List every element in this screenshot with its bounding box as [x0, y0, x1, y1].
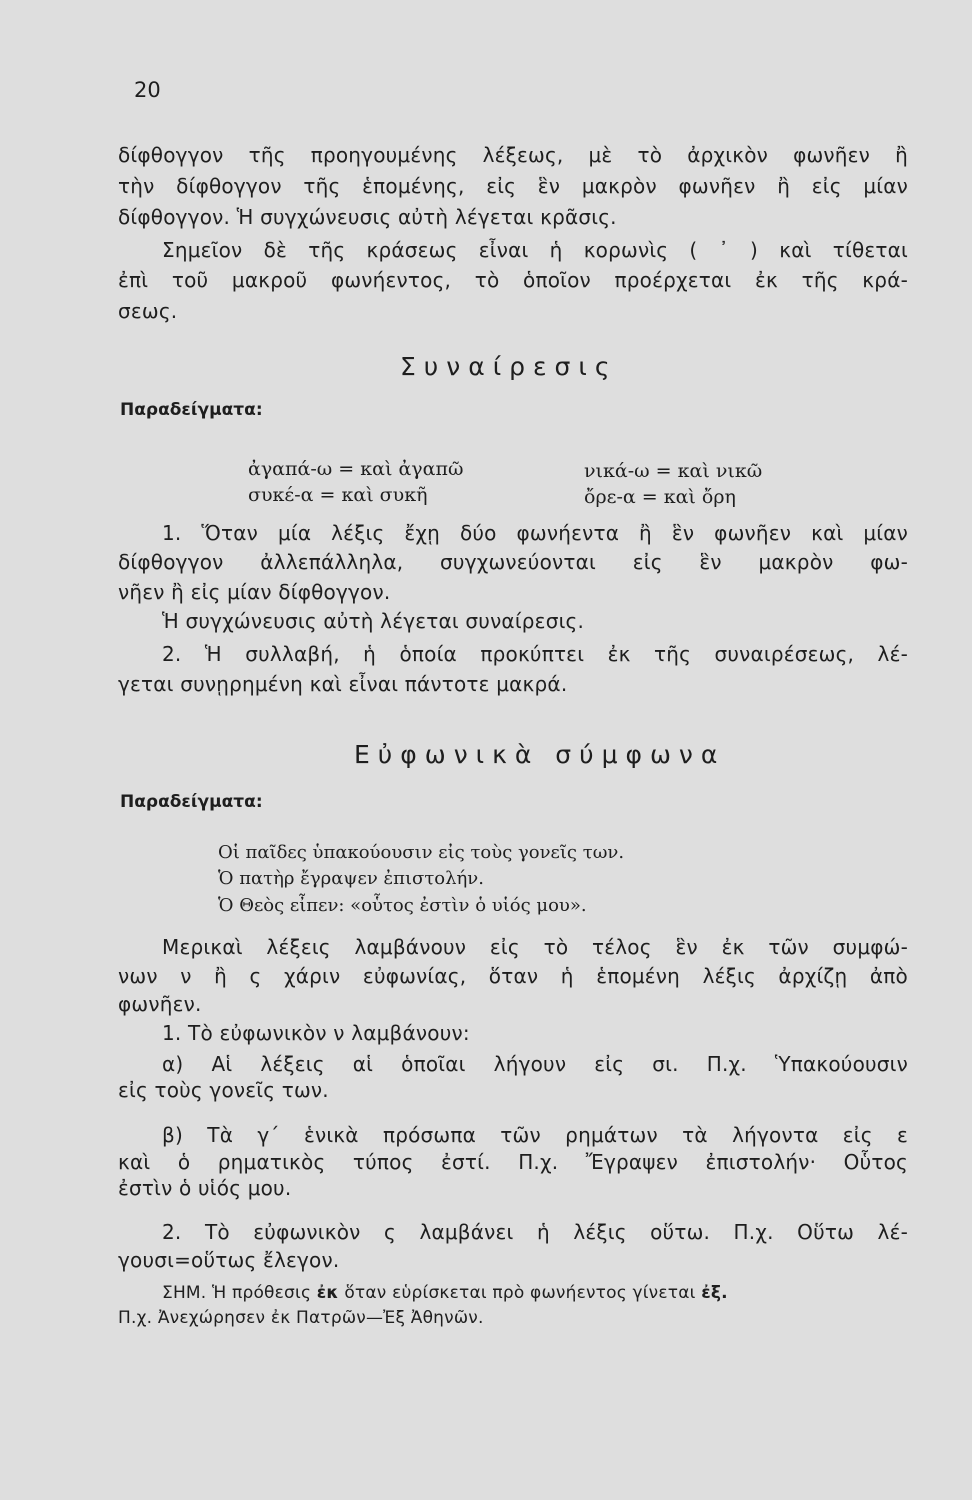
- note-bold-word: ἐκ: [316, 1283, 339, 1303]
- text-line: τὴν δίφθογγον τῆς ἑπομένης, εἰς ἓν μακρὸν φωνῆεν ἢ εἰς μίαν: [118, 174, 908, 198]
- text-line: β) Τὰ γ΄ ἑνικὰ πρόσωπα τῶν ρημάτων τὰ λήγοντα εἰς ε: [162, 1123, 908, 1147]
- text-line: Μερικαὶ λέξεις λαμβάνουν εἰς τὸ τέλος ἓν ἐκ τῶν συμφώ-: [162, 935, 908, 959]
- text-line: νῆεν ἢ εἰς μίαν δίφθογγον.: [118, 580, 391, 604]
- note-label: ΣΗΜ.: [162, 1283, 207, 1303]
- example-line: νικά-ω = καὶ νικῶ: [584, 460, 763, 482]
- text-line: 1. Τὸ εὐφωνικὸν ν λαμβάνουν:: [162, 1021, 470, 1045]
- text-line: ἐστὶν ὁ υἱός μου.: [118, 1176, 292, 1200]
- section-heading-synairesis: Συναίρεσις: [400, 352, 618, 381]
- example-line: Ὁ πατὴρ ἔγραψεν ἐπιστολήν.: [218, 868, 484, 889]
- text-line: 2. Ἡ συλλαβή, ἡ ὁποία προκύπτει ἐκ τῆς συναιρέσεως, λέ-: [162, 642, 908, 666]
- note-text: Ἡ πρόθεσις: [212, 1283, 312, 1303]
- page-number: 20: [134, 78, 161, 102]
- text-line: νων ν ἢ ς χάριν εὐφωνίας, ὅταν ἡ ἑπομένη λέξις ἀρχίζῃ ἀπὸ: [118, 964, 908, 988]
- example-line: ἀγαπά-ω = καὶ ἀγαπῶ: [248, 458, 464, 480]
- examples-label: Παραδείγματα:: [120, 792, 263, 812]
- note-text: ὅταν εὑρίσκεται πρὸ φωνήεντος γίνεται: [344, 1283, 696, 1303]
- text-line: σεως.: [118, 299, 178, 323]
- text-line: φωνῆεν.: [118, 992, 202, 1016]
- note-bold-word: ἐξ.: [701, 1283, 728, 1303]
- example-line: ὄρε-α = καὶ ὄρη: [584, 486, 736, 508]
- text-line: γουσι=οὕτως ἔλεγον.: [118, 1248, 340, 1272]
- text-line: α) Αἱ λέξεις αἱ ὁποῖαι λήγουν εἰς σι. Π.χ. Ὑπακούουσιν: [162, 1052, 908, 1076]
- text-line: ἐπὶ τοῦ μακροῦ φωνήεντος, τὸ ὁποῖον προέρχεται ἐκ τῆς κρά-: [118, 268, 908, 292]
- note-line: Π.χ. Ἀνεχώρησεν ἐκ Πατρῶν—Ἐξ Ἀθηνῶν.: [118, 1308, 484, 1328]
- example-line: συκέ-α = καὶ συκῆ: [248, 484, 428, 506]
- text-line: 2. Τὸ εὐφωνικὸν ς λαμβάνει ἡ λέξις οὕτω. Π.χ. Οὕτω λέ-: [162, 1220, 908, 1244]
- examples-label: Παραδείγματα:: [120, 400, 263, 420]
- text-line: εἰς τοὺς γονεῖς των.: [118, 1078, 329, 1102]
- text-line: δίφθογγον τῆς προηγουμένης λέξεως, μὲ τὸ ἀρχικὸν φωνῆεν ἢ: [118, 143, 908, 167]
- text-line: 1. Ὅταν μία λέξις ἔχῃ δύο φωνήεντα ἢ ἓν φωνῆεν καὶ μίαν: [162, 521, 908, 545]
- section-heading-euphonic: Εὐφωνικὰ σύμφωνα: [354, 740, 726, 769]
- text-line: δίφθογγον ἀλλεπάλληλα, συγχωνεύονται εἰς ἓν μακρὸν φω-: [118, 550, 908, 574]
- text-line: Ἡ συγχώνευσις αὐτὴ λέγεται συναίρεσις.: [162, 609, 585, 633]
- text-line: δίφθογγον. Ἡ συγχώνευσις αὐτὴ λέγεται κρᾶσις.: [118, 205, 617, 229]
- text-line: καὶ ὁ ρηματικὸς τύπος ἐστί. Π.χ. Ἔγραψεν ἐπιστολήν· Οὗτος: [118, 1150, 908, 1174]
- example-line: Ὁ Θεὸς εἶπεν: «οὗτος ἐστὶν ὁ υἱός μου».: [218, 895, 587, 916]
- note-line: [162, 1279, 908, 1307]
- example-line: Οἱ παῖδες ὑπακούουσιν εἰς τοὺς γονεῖς των.: [218, 842, 625, 863]
- text-line: Σημεῖον δὲ τῆς κράσεως εἶναι ἡ κορωνὶς ( ᾿ ) καὶ τίθεται: [162, 238, 908, 262]
- text-line: γεται συνῃρημένη καὶ εἶναι πάντοτε μακρά.: [118, 672, 568, 696]
